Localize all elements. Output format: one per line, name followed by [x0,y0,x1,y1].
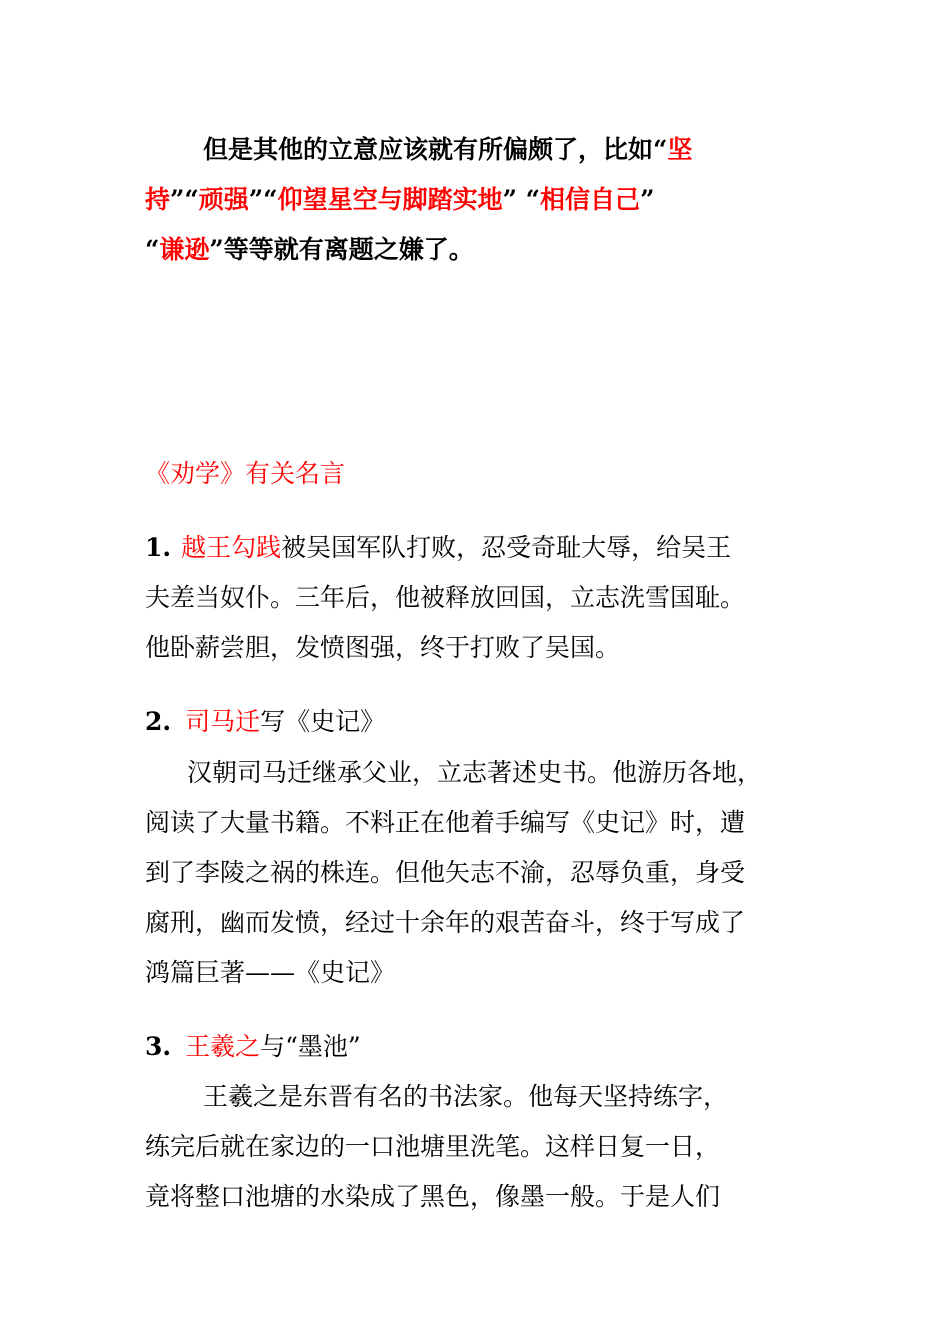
item-3-line-2: 练完后就在家边的一口池塘里洗笔。这样日复一日， [145,1132,721,1161]
item-2-line-1: 汉朝司马迁继承父业，立志著述史书。他游历各地， [187,758,763,787]
quote-mark: ”“ [248,185,278,214]
item-title-text: 写《史记》 [260,707,386,736]
highlight-keyword: 谦逊 [159,235,210,264]
item-3-line-3: 竟将整口池塘的水染成了黑色，像墨一般。于是人们 [145,1182,721,1211]
item-title-text: 与“墨池” [260,1032,361,1061]
section-heading: 《劝学》有关名言 [145,459,346,488]
item-2-line-3: 到了李陵之祸的株连。但他矢志不渝，忍辱负重，身受 [145,858,746,887]
item-2-line-4: 腐刑，幽而发愤，经过十余年的艰苦奋斗，终于写成了 [145,908,746,937]
item-name: 王羲之 [185,1032,261,1061]
item-name: 司马迁 [185,707,261,736]
highlight-keyword: 坚 [667,135,693,164]
intro-line-1 [203,133,692,167]
highlight-keyword: 顽强 [198,185,249,214]
item-2-line-5: 鸿篇巨著——《史记》 [145,958,396,987]
item-number: 2. [145,707,172,736]
highlight-keyword: 持 [145,185,171,214]
quote-mark: ”“ [170,185,199,214]
intro-text: ”等等就有离题之嫌了。 [209,235,474,264]
item-3-title [145,1030,361,1064]
intro-line-2 [145,183,654,217]
item-number: 3. [145,1032,172,1061]
item-name: 越王勾践 [181,533,282,562]
item-text: 被吴国军队打败，忍受奇耻大辱，给吴王 [281,533,732,562]
quote-mark: ” “ [502,185,541,214]
item-2-title [145,705,385,739]
item-1-line-3: 他卧薪尝胆，发愤图强，终于打败了吴国。 [145,633,621,662]
item-1-line-2: 夫差当奴仆。三年后，他被释放回国，立志洗雪国耻。 [145,583,746,612]
quote-mark: “ [145,235,160,264]
highlight-keyword: 仰望星空与脚踏实地 [277,185,503,214]
quote-mark: ” [640,185,655,214]
item-number: 1. [145,533,172,562]
item-2-line-2: 阅读了大量书籍。不料正在他着手编写《史记》时，遭 [145,808,746,837]
item-3-line-1: 王羲之是东晋有名的书法家。他每天坚持练字， [203,1082,729,1111]
highlight-keyword: 相信自己 [540,185,641,214]
intro-text: 但是其他的立意应该就有所偏颇了，比如“ [203,135,668,164]
intro-line-3 [145,233,474,267]
item-1-line-1 [145,531,731,565]
